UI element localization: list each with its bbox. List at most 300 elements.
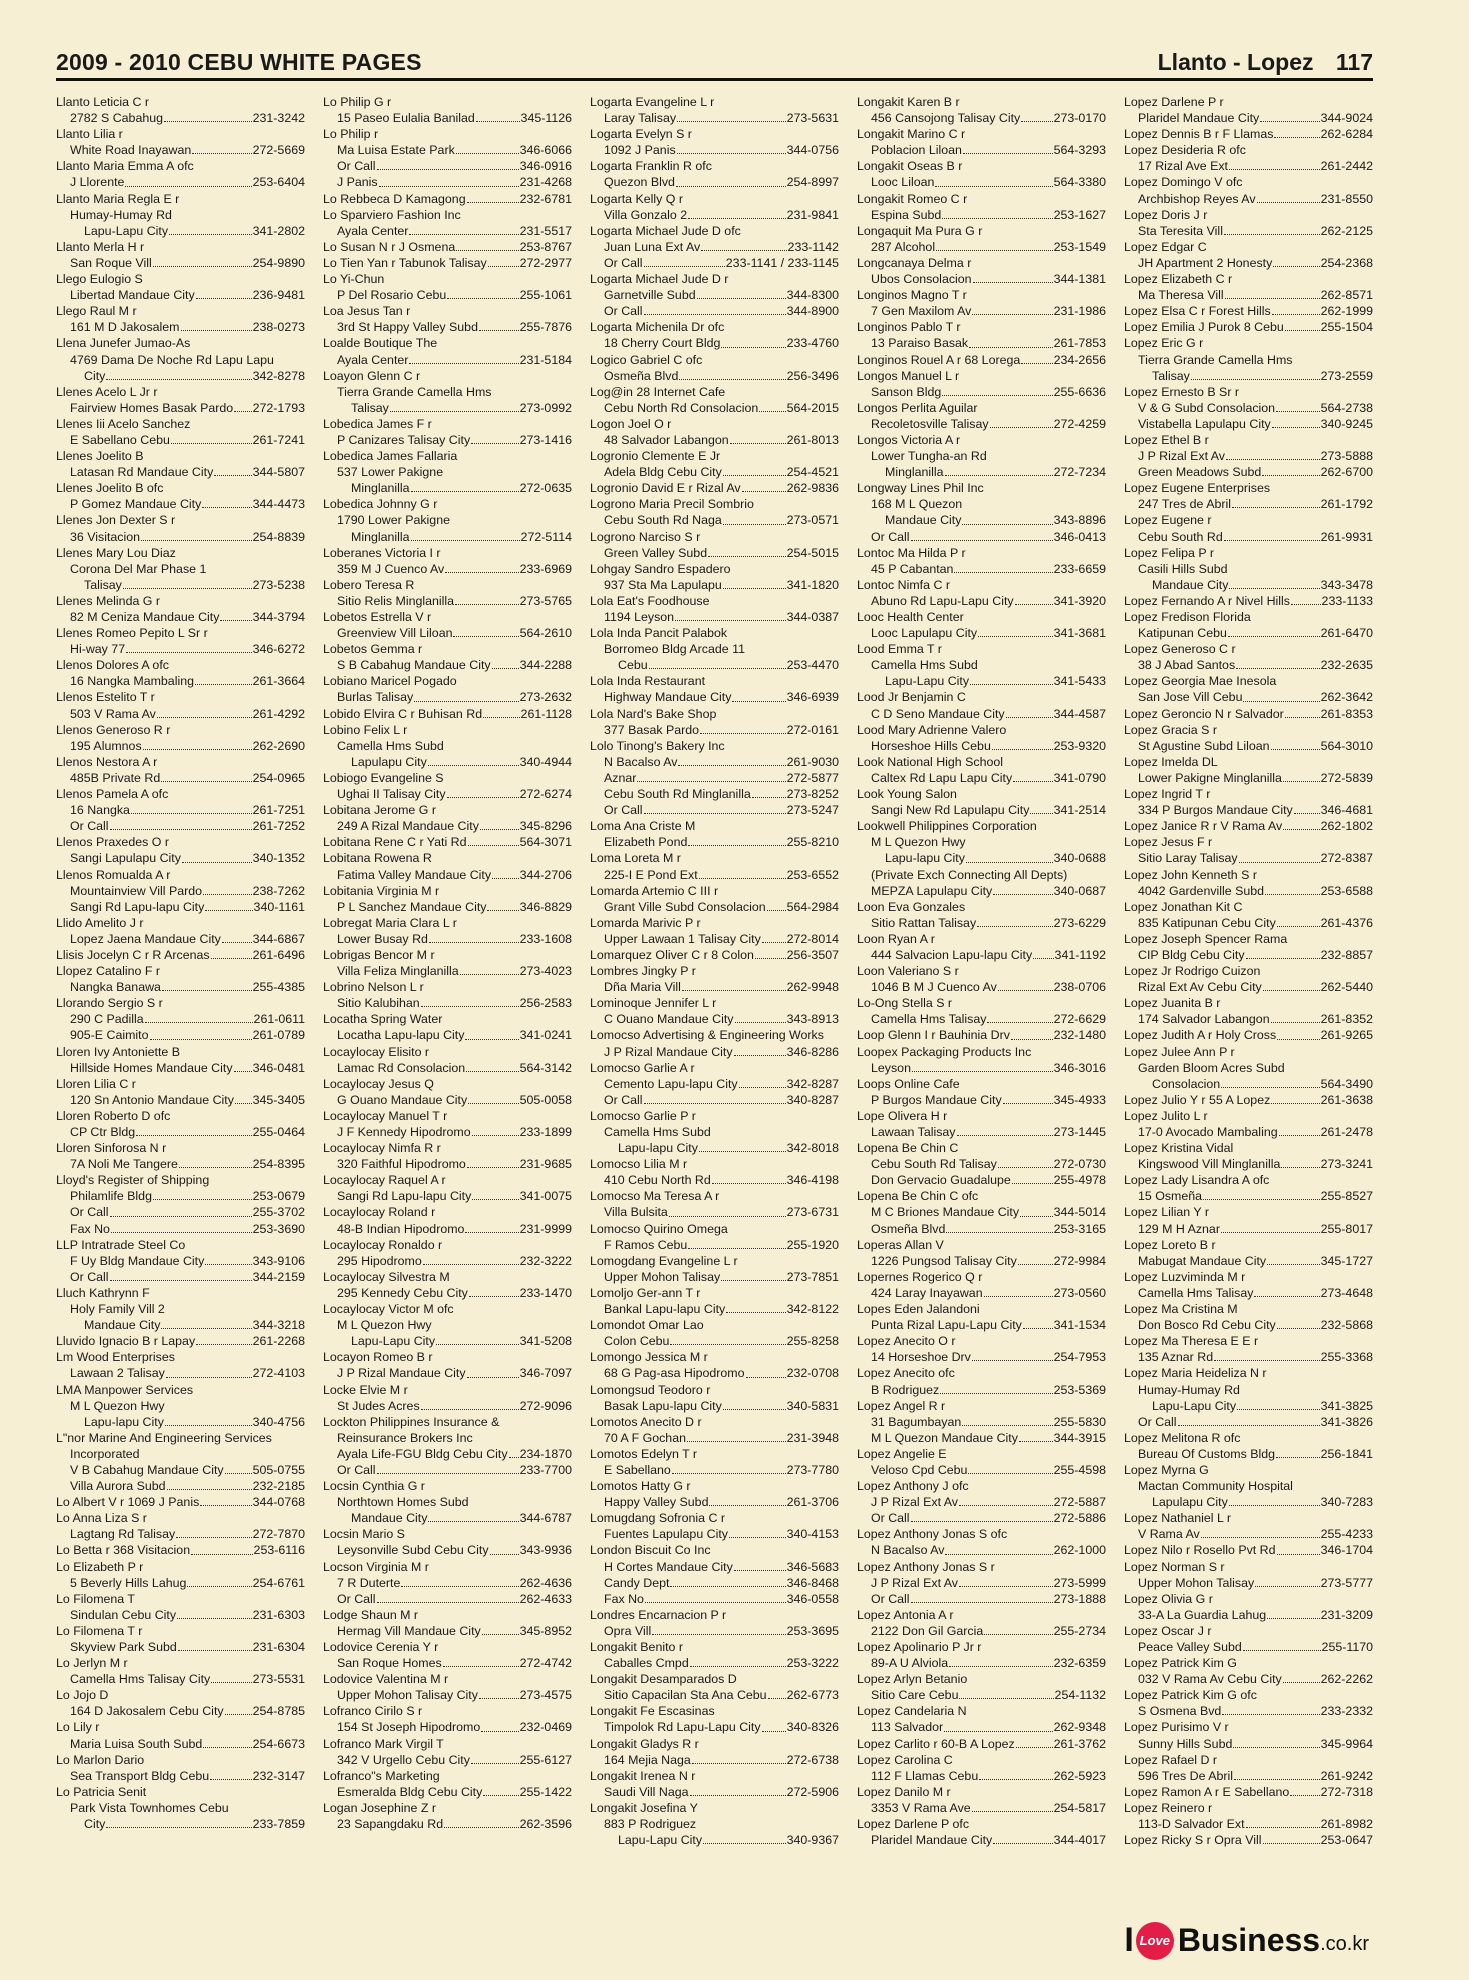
listing-entry xyxy=(56,1542,305,1558)
dot-leader xyxy=(191,1542,252,1554)
dot-leader xyxy=(169,223,252,235)
listing-entry xyxy=(1124,1719,1373,1751)
dot-leader xyxy=(759,400,785,412)
phone-number: 254-6761 xyxy=(252,1575,305,1590)
listing-entry xyxy=(857,158,1106,190)
listing-text: Lomongo Jessica M r xyxy=(590,1350,708,1365)
listing-text: 36 Visitacion xyxy=(70,529,141,544)
listing-entry xyxy=(323,1108,572,1140)
dot-leader xyxy=(1283,770,1320,782)
listing-entry xyxy=(56,1719,305,1751)
listing-text: Lopez Candelaria N xyxy=(857,1704,967,1719)
listing-line-with-number xyxy=(1124,1011,1373,1027)
listing-text: Lopez Eugene r xyxy=(1124,513,1212,528)
listing-line-with-number xyxy=(1124,1639,1373,1655)
dot-leader xyxy=(701,239,786,251)
listing-text: Or Call xyxy=(70,819,109,834)
listing-line-with-number xyxy=(590,1269,839,1285)
listing-text: Lohgay Sandro Espadero xyxy=(590,561,731,576)
phone-number: 340-8287 xyxy=(786,1092,839,1107)
listing-text: Lloren Roberto D ofc xyxy=(56,1108,171,1123)
phone-number: 255-1170 xyxy=(1321,1640,1373,1654)
dot-leader xyxy=(106,368,251,380)
listing-entry xyxy=(56,303,305,335)
dot-leader xyxy=(490,1542,519,1554)
listing-line-with-number xyxy=(56,1027,305,1043)
phone-number: 273-1445 xyxy=(1053,1125,1106,1139)
listing-entry xyxy=(857,1526,1106,1558)
listing-line-with-number xyxy=(590,1559,839,1575)
phone-number: 272-6738 xyxy=(786,1752,839,1767)
listing-line-with-number xyxy=(857,1349,1106,1365)
dot-leader xyxy=(1232,496,1320,508)
listing-text: Lobetos Gemma r xyxy=(323,642,423,657)
dot-leader xyxy=(126,641,252,653)
phone-number: 254-5015 xyxy=(786,545,839,560)
listing-text: Longinos Magno T r xyxy=(857,288,967,303)
listing-entry xyxy=(857,963,1106,995)
listing-text: Lopez Generoso C r xyxy=(1124,642,1236,657)
dot-leader xyxy=(161,1317,251,1329)
listing-line-with-number xyxy=(323,1027,572,1043)
dot-leader xyxy=(739,1076,786,1088)
listing-entry xyxy=(857,1188,1106,1236)
listing-line-with-number xyxy=(323,786,572,802)
dot-leader xyxy=(436,1333,519,1345)
listing-text: Loma Ana Criste M xyxy=(590,819,696,834)
listing-entry xyxy=(1124,963,1373,995)
listing-entry xyxy=(56,625,305,657)
listing-text: Or Call xyxy=(604,803,643,818)
listing-entry xyxy=(323,577,572,609)
phone-number: 255-8258 xyxy=(786,1334,839,1349)
listing-text: Lapulapu City xyxy=(351,754,427,769)
dot-leader xyxy=(177,1607,252,1619)
listing-text: P Del Rosario Cebu xyxy=(337,288,447,303)
dot-leader xyxy=(729,1526,786,1538)
listing-text: Lomogdang Evangeline L r xyxy=(590,1253,738,1268)
listing-line-with-number xyxy=(590,802,839,818)
listing-entry xyxy=(323,126,572,190)
listing-line-with-number xyxy=(323,689,572,705)
listing-entry xyxy=(590,1671,839,1703)
listing-entry xyxy=(590,1317,839,1349)
listing-text: Lobiogo Evangeline S xyxy=(323,770,444,785)
phone-number: 262-2262 xyxy=(1320,1672,1373,1687)
logo-business: Business xyxy=(1177,1922,1321,1958)
listing-text: Lopez Domingo V ofc xyxy=(1124,175,1243,190)
dot-leader xyxy=(468,834,519,846)
listing-entry xyxy=(323,1044,572,1076)
listing-entry xyxy=(1124,271,1373,303)
phone-number: 564-2984 xyxy=(786,899,839,914)
phone-number: 340-1352 xyxy=(252,851,305,866)
listing-line-with-number xyxy=(56,1204,305,1220)
phone-number: 344-5807 xyxy=(252,465,305,480)
dot-leader xyxy=(1003,1092,1053,1104)
listing-text: 15 Paseo Eulalia Banilad xyxy=(337,111,475,126)
listing-text: Lopez Apolinario P Jr r xyxy=(857,1640,982,1654)
dot-leader xyxy=(669,1204,786,1216)
phone-number: 255-4385 xyxy=(252,980,305,995)
listing-text: Lopez Luzviminda M r xyxy=(1124,1269,1246,1284)
listing-text: 295 Hipodromo xyxy=(337,1253,422,1268)
listing-line-with-number xyxy=(857,947,1106,963)
listing-line-with-number xyxy=(56,1317,305,1333)
listing-text: Locke Elvie M r xyxy=(323,1382,408,1397)
listing-text: Lola Inda Restaurant xyxy=(590,674,706,689)
dot-leader xyxy=(730,432,786,444)
phone-number: 233-7700 xyxy=(519,1462,572,1477)
phone-number: 261-6496 xyxy=(252,947,305,962)
listing-text: Highway Mandaue City xyxy=(604,690,732,705)
listing-line-with-number xyxy=(590,1687,839,1703)
phone-number: 341-3826 xyxy=(1320,1414,1373,1429)
listing-entry xyxy=(323,1768,572,1800)
listing-line-with-number xyxy=(56,1494,305,1510)
listing-line-with-number xyxy=(56,368,305,384)
listing-line-with-number xyxy=(323,255,572,271)
phone-number: 273-5631 xyxy=(786,111,839,126)
listing-text: 320 Faithful Hipodromo xyxy=(337,1157,466,1172)
dot-leader xyxy=(390,400,519,412)
listing-text: Lawaan 2 Talisay xyxy=(70,1366,165,1381)
listing-line-with-number xyxy=(56,899,305,915)
listing-text: Nangka Banawa xyxy=(70,980,161,995)
listing-text: Lominoque Jennifer L r xyxy=(590,996,717,1011)
phone-number: 345-1727 xyxy=(1320,1253,1373,1268)
listing-line-with-number xyxy=(590,947,839,963)
listing-entry xyxy=(323,834,572,850)
listing-line-with-number xyxy=(1124,1671,1373,1687)
listing-text: Lopez Anthony Jonas S ofc xyxy=(857,1527,1008,1542)
listing-line-with-number xyxy=(857,738,1106,754)
dot-leader xyxy=(1019,1430,1053,1442)
phone-number: 344-6867 xyxy=(252,931,305,946)
dot-leader xyxy=(1224,223,1320,235)
listing-text: Plaridel Mandaue City xyxy=(1138,111,1260,126)
listing-text: 31 Bagumbayan xyxy=(871,1414,962,1429)
listing-entry xyxy=(857,1816,1106,1848)
listing-text: Or Call xyxy=(337,159,376,174)
listing-line-with-number xyxy=(1124,1542,1373,1558)
listing-text: Cebu South Rd Talisay xyxy=(871,1157,997,1172)
listing-entry xyxy=(56,1285,305,1333)
listing-text: Hi-way 77 xyxy=(70,642,126,657)
listing-text: Lo-Ong Stella S r xyxy=(857,996,953,1011)
listing-text: Veloso Cpd Cebu xyxy=(871,1462,968,1477)
listing-text: Lopez Doris J r xyxy=(1124,207,1208,222)
dot-leader xyxy=(697,287,786,299)
dot-leader xyxy=(637,770,785,782)
listing-line-with-number xyxy=(590,609,839,625)
listing-text: Lloren Ivy Antoniette B xyxy=(56,1044,180,1059)
listing-text: Lopez Ma Cristina M xyxy=(1124,1302,1238,1317)
dot-leader xyxy=(166,1365,252,1377)
listing-line-with-number xyxy=(323,867,572,883)
listing-text: Or Call xyxy=(604,1092,643,1107)
listing-entry xyxy=(590,448,839,480)
listing-text: Libertad Mandaue City xyxy=(70,288,195,303)
dot-leader xyxy=(1225,287,1320,299)
listing-entry xyxy=(323,1301,572,1349)
listing-line-with-number xyxy=(56,1365,305,1381)
listing-entry xyxy=(323,448,572,496)
dot-leader xyxy=(644,303,786,315)
dot-leader xyxy=(959,1687,1053,1699)
listing-line-with-number xyxy=(857,1768,1106,1784)
dot-leader xyxy=(690,1655,786,1667)
phone-number: 253-1627 xyxy=(1053,207,1106,222)
listing-text: 4042 Gardenville Subd xyxy=(1138,883,1265,898)
phone-number: 273-5999 xyxy=(1053,1575,1106,1590)
listing-text: 16 Nangka xyxy=(70,803,130,818)
listing-line-with-number xyxy=(1124,223,1373,239)
listing-entry xyxy=(590,1510,839,1542)
dot-leader xyxy=(1263,979,1320,991)
dot-leader xyxy=(211,1671,251,1683)
listing-entry xyxy=(857,1478,1106,1526)
listing-line-with-number xyxy=(56,1333,305,1349)
listing-text: Fax No xyxy=(70,1221,110,1236)
listing-text: Lopez Danilo M r xyxy=(857,1784,951,1799)
listing-text: Lo Philip G r xyxy=(323,95,392,109)
dot-leader xyxy=(222,931,252,943)
listing-text: Lobitania Virginia M r xyxy=(323,883,440,898)
listing-text: Lopez Ma Theresa E E r xyxy=(1124,1334,1259,1349)
phone-number: 261-3706 xyxy=(786,1495,839,1510)
listing-entry xyxy=(323,1478,572,1526)
phone-number: 272-4103 xyxy=(252,1366,305,1381)
dot-leader xyxy=(1276,400,1320,412)
listing-text: 3353 V Rama Ave xyxy=(871,1800,971,1815)
listing-text: Lomarda Artemio C III r xyxy=(590,883,719,898)
dot-leader xyxy=(670,1575,785,1587)
listing-text: Ma Theresa Vill xyxy=(1138,288,1224,303)
listing-entry xyxy=(590,1607,839,1639)
listing-text: Lopena Be Chin C xyxy=(857,1141,959,1156)
listing-text: Llanto Maria Emma A ofc xyxy=(56,159,194,174)
listing-text: Loop Glenn I r Bauhinia Drv xyxy=(857,1028,1010,1043)
phone-number: 253-8767 xyxy=(519,239,572,254)
directory-title: 2009 - 2010 CEBU WHITE PAGES xyxy=(56,49,422,75)
listing-text: Locaylocay Nimfa R r xyxy=(323,1141,441,1156)
dot-leader xyxy=(645,1591,786,1603)
listing-entry xyxy=(56,126,305,158)
listing-line-with-number xyxy=(56,319,305,335)
phone-number: 255-1504 xyxy=(1320,320,1373,335)
listing-entry xyxy=(56,158,305,190)
phone-number: 262-6700 xyxy=(1320,465,1373,480)
dot-leader xyxy=(111,1221,252,1233)
listing-text: Lapu-Lapu City xyxy=(885,674,970,689)
listing-text: 1092 J Panis xyxy=(604,143,676,158)
listing-line-with-number xyxy=(857,979,1106,995)
phone-number: 234-1870 xyxy=(519,1446,572,1461)
listing-text: Saudi Vill Naga xyxy=(604,1784,689,1799)
listing-line-with-number xyxy=(590,1301,839,1317)
listing-entry xyxy=(323,1559,572,1607)
listing-text: Longakit Fe Escasinas xyxy=(590,1704,715,1719)
listing-line-with-number xyxy=(56,1526,305,1542)
dot-leader xyxy=(234,1060,252,1072)
phone-number: 254-4521 xyxy=(786,465,839,480)
dot-leader xyxy=(762,931,786,943)
phone-number: 231-3209 xyxy=(1320,1607,1373,1622)
listing-text: Sitio Laray Talisay xyxy=(1138,851,1238,866)
phone-number: 345-8952 xyxy=(519,1623,572,1638)
listing-text: Humay-Humay Rd xyxy=(70,207,172,222)
listing-text: JH Apartment 2 Honesty xyxy=(1138,255,1273,270)
phone-number: 232-2185 xyxy=(252,1479,305,1494)
listing-entry xyxy=(590,1349,839,1381)
listing-text: Lopez Angelie E xyxy=(857,1446,947,1461)
listing-text: 113 Salvador xyxy=(871,1720,944,1735)
dot-leader xyxy=(735,1011,786,1023)
listing-entry xyxy=(1124,834,1373,866)
listing-text: 113-D Salvador Ext xyxy=(1138,1817,1245,1832)
listing-text: Lopez Jaena Mandaue City xyxy=(70,931,221,946)
listing-text: Lopez Lady Lisandra A ofc xyxy=(1124,1173,1270,1188)
phone-number: 344-9024 xyxy=(1320,111,1373,126)
listing-text: Lomocso Advertising & Engineering Works xyxy=(590,1028,824,1043)
listing-text: 295 Kennedy Cebu City xyxy=(337,1285,468,1300)
listing-entry xyxy=(857,480,1106,544)
listing-text: Espina Subd xyxy=(871,207,942,222)
dot-leader xyxy=(1294,802,1320,814)
listing-line-with-number xyxy=(1124,850,1373,866)
listing-text: Llenos Romualda A r xyxy=(56,867,171,882)
phone-number: 342-8278 xyxy=(252,368,305,383)
listing-text: Lomarda Marivic P r xyxy=(590,915,701,930)
phone-number: 273-0992 xyxy=(519,400,572,415)
listing-line-with-number xyxy=(857,384,1106,400)
listing-entry xyxy=(857,287,1106,319)
dot-leader xyxy=(968,1462,1052,1474)
listing-text: M L Quezon Hwy xyxy=(337,1318,432,1333)
listing-text: M L Quezon Mandaue City xyxy=(871,1430,1018,1445)
listing-line-with-number xyxy=(56,174,305,190)
listing-text: Fax No xyxy=(604,1591,644,1606)
listing-text: Lopez Imelda DL xyxy=(1124,754,1218,769)
listing-entry xyxy=(56,1510,305,1542)
listing-entry xyxy=(857,191,1106,223)
listing-line-with-number xyxy=(590,207,839,223)
listing-line-with-number xyxy=(857,512,1106,528)
listing-text: Quezon Blvd xyxy=(604,175,675,190)
dot-leader xyxy=(466,1060,519,1072)
listing-text: Lopez Nilo r Rosello Pvt Rd xyxy=(1124,1543,1276,1558)
listing-entry xyxy=(323,609,572,641)
dot-leader xyxy=(1272,416,1320,428)
phone-number: 232-6781 xyxy=(519,191,572,206)
listing-text: 48-B Indian Hipodromo xyxy=(337,1221,465,1236)
listing-entry xyxy=(590,995,839,1027)
listing-line-with-number xyxy=(323,174,572,190)
listing-line-with-number xyxy=(857,1027,1106,1043)
listing-entry xyxy=(590,496,839,528)
dot-leader xyxy=(987,1011,1052,1023)
phone-number: 231-5184 xyxy=(519,352,572,367)
dot-leader xyxy=(1234,1768,1320,1780)
listing-text: Burlas Talisay xyxy=(337,690,414,705)
listing-text: Loalde Boutique The xyxy=(323,336,438,351)
dot-leader xyxy=(467,191,519,203)
listing-entry xyxy=(323,1736,572,1768)
phone-number: 253-9320 xyxy=(1053,738,1106,753)
listing-entry xyxy=(323,979,572,1011)
listing-entry xyxy=(590,529,839,561)
listing-line-with-number xyxy=(323,110,572,126)
phone-number: 340-1161 xyxy=(253,899,305,914)
dot-leader xyxy=(492,867,519,879)
dot-leader xyxy=(421,1398,519,1410)
dot-leader xyxy=(732,689,785,701)
dot-leader xyxy=(1023,1317,1053,1329)
listing-entry xyxy=(1124,207,1373,239)
dot-leader xyxy=(644,802,786,814)
dot-leader xyxy=(679,368,785,380)
dot-leader xyxy=(959,1494,1053,1506)
listing-text: Locayon Romeo B r xyxy=(323,1350,433,1365)
listing-text: 135 Aznar Rd xyxy=(1138,1350,1214,1365)
listing-entry xyxy=(857,1752,1106,1784)
listing-entry xyxy=(323,271,572,303)
listing-entry xyxy=(323,1607,572,1639)
listing-text: Latasan Rd Mandaue City xyxy=(70,465,214,480)
phone-number: 233-7859 xyxy=(252,1817,305,1832)
dot-leader xyxy=(106,1816,251,1828)
listing-line-with-number xyxy=(857,915,1106,931)
listing-line-with-number xyxy=(857,1542,1106,1558)
listing-line-with-number xyxy=(857,352,1106,368)
listing-text: Lontoc Ma Hilda P r xyxy=(857,545,966,560)
listing-entry xyxy=(590,271,839,319)
listing-line-with-number xyxy=(1124,303,1373,319)
phone-number: 273-4575 xyxy=(519,1688,572,1703)
listing-text: Longakit Josefina Y xyxy=(590,1800,698,1815)
listing-entry xyxy=(590,1768,839,1800)
dot-leader xyxy=(1237,1398,1320,1410)
phone-number: 564-2015 xyxy=(786,400,839,415)
phone-number: 272-5877 xyxy=(786,770,839,785)
listing-entry xyxy=(1124,335,1373,383)
listing-column-5 xyxy=(1124,94,1373,1910)
listing-entry xyxy=(590,1285,839,1317)
dot-leader xyxy=(1272,303,1320,315)
listing-text: Sangi Lapulapu City xyxy=(70,851,181,866)
dot-leader xyxy=(972,303,1052,315)
dot-leader xyxy=(447,786,519,798)
dot-leader xyxy=(972,1800,1053,1812)
listing-text: Lapu-Lapu City xyxy=(618,1833,703,1848)
listing-text: Lopez Reinero r xyxy=(1124,1800,1213,1815)
listing-text: Ubos Consolacion xyxy=(871,272,972,287)
listing-entry xyxy=(590,1478,839,1510)
phone-number: 346-0558 xyxy=(786,1591,839,1606)
dot-leader xyxy=(734,1044,786,1056)
listing-entry xyxy=(323,207,572,239)
listing-line-with-number xyxy=(56,673,305,689)
phone-number: 273-5765 xyxy=(519,593,572,608)
dot-leader xyxy=(1221,1076,1319,1088)
listing-entry xyxy=(323,802,572,834)
listing-entry xyxy=(56,1333,305,1349)
dot-leader xyxy=(1285,319,1320,331)
listing-entry xyxy=(1124,722,1373,754)
listing-line-with-number xyxy=(857,802,1106,818)
phone-number: 261-3664 xyxy=(252,674,305,689)
